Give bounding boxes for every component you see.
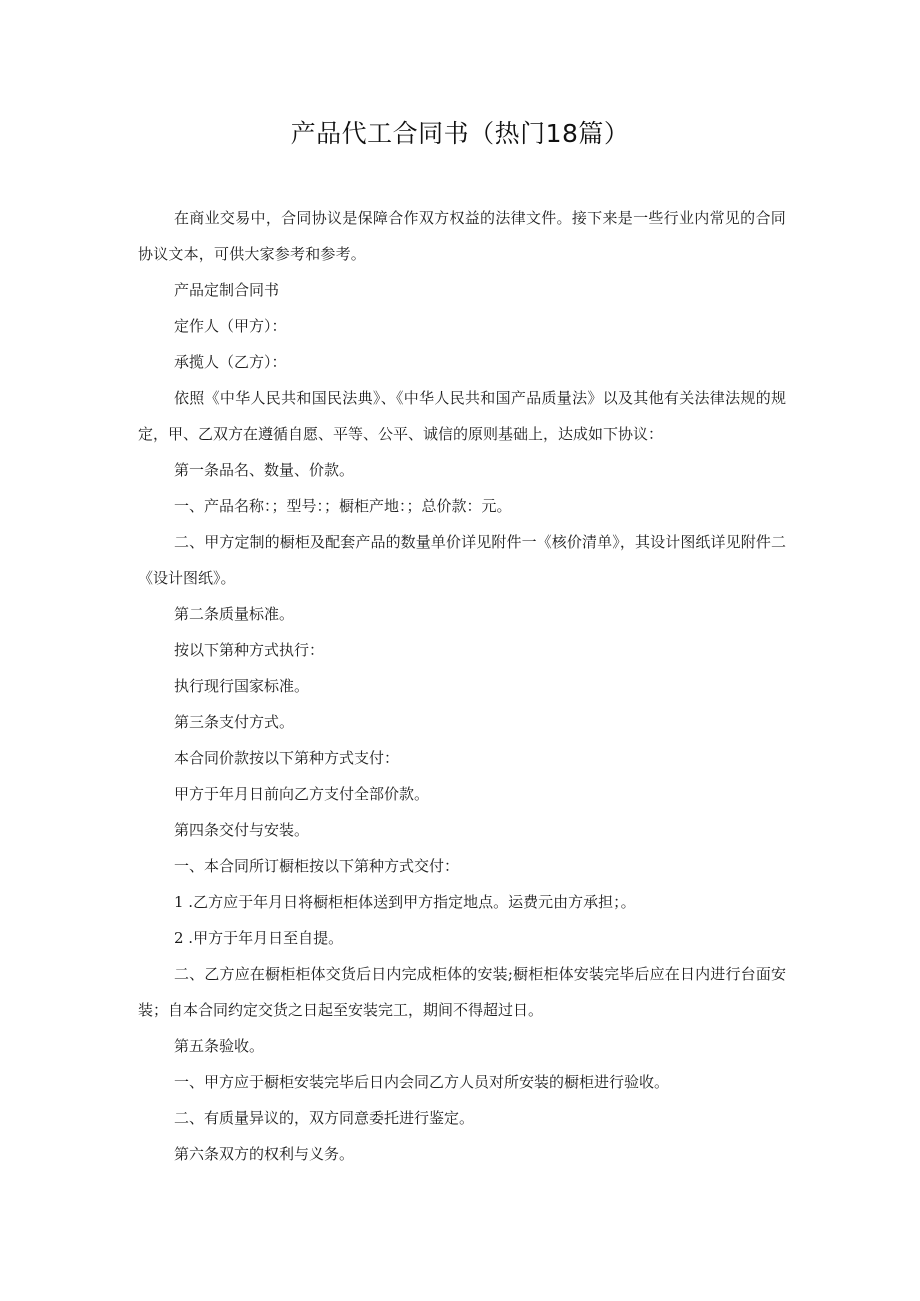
- legal-basis-paragraph: 依照《中华人民共和国民法典》、《中华人民共和国产品质量法》以及其他有关法律法规的规定，甲、乙双方在遵循自愿、平等、公平、诚信的原则基础上，达成如下协议：: [138, 389, 786, 443]
- article-3-heading: 第三条支付方式。: [174, 713, 295, 731]
- article-2-standard: 执行现行国家标准。: [174, 677, 310, 695]
- article-1-item-1: 一、产品名称：；型号：；橱柜产地：；总价款：元。: [174, 497, 512, 515]
- article-2-heading: 第二条质量标准。: [174, 605, 295, 623]
- article-4-subitem-1: 1 .乙方应于年月日将橱柜柜体送到甲方指定地点。运费元由方承担；。: [174, 893, 636, 911]
- article-5-item-2: 二、有质量异议的，双方同意委托进行鉴定。: [174, 1109, 475, 1127]
- article-4-item-1: 一、本合同所订橱柜按以下第种方式交付：: [174, 857, 460, 875]
- article-5-item-1: 一、甲方应于橱柜安装完毕后日内会同乙方人员对所安装的橱柜进行验收。: [174, 1073, 670, 1091]
- article-3-payment: 甲方于年月日前向乙方支付全部价款。: [174, 785, 430, 803]
- article-2-method: 按以下第种方式执行：: [174, 641, 325, 659]
- article-1-heading: 第一条品名、数量、价款。: [174, 461, 355, 479]
- article-1-item-2: 二、甲方定制的橱柜及配套产品的数量单价详见附件一《核价清单》，其设计图纸详见附件二《设计图纸》。: [138, 533, 786, 587]
- document-body: [138, 200, 786, 1172]
- article-6-heading: 第六条双方的权利与义务。: [174, 1145, 355, 1163]
- article-5-heading: 第五条验收。: [174, 1037, 265, 1055]
- article-3-method: 本合同价款按以下第种方式支付：: [174, 749, 400, 767]
- article-4-item-2: 二、乙方应在橱柜柜体交货后日内完成柜体的安装;橱柜柜体安装完毕后应在日内进行台面安装；自本合同约定交货之日起至安装完工，期间不得超过日。: [138, 965, 786, 1019]
- contract-heading: 产品定制合同书: [174, 281, 280, 299]
- intro-paragraph: 在商业交易中，合同协议是保障合作双方权益的法律文件。接下来是一些行业内常见的合同协议文本，可供大家参考和参考。: [138, 209, 786, 263]
- article-4-subitem-2: 2 .甲方于年月日至自提。: [174, 929, 344, 947]
- document-title: 产品代工合同书（热门18篇）: [290, 119, 630, 148]
- article-4-heading: 第四条交付与安装。: [174, 821, 310, 839]
- party-b-line: 承揽人（乙方）：: [174, 353, 287, 371]
- party-a-line: 定作人（甲方）：: [174, 317, 287, 335]
